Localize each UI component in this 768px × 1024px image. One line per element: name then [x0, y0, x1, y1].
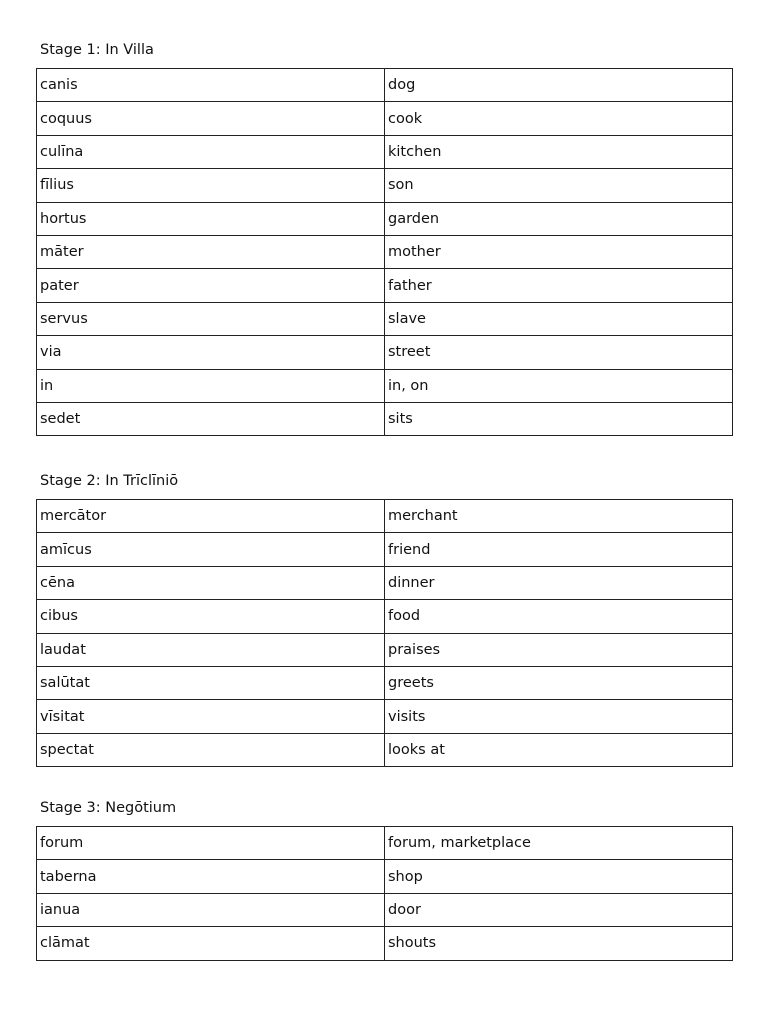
table-row — [37, 827, 733, 860]
latin-word: clāmat — [37, 927, 385, 960]
latin-word: culīna — [37, 135, 385, 168]
latin-word: forum — [37, 827, 385, 860]
stage-1-heading: Stage 1: In Villa — [40, 42, 154, 58]
table-row — [37, 235, 733, 268]
table-row — [37, 566, 733, 599]
english-meaning: slave — [385, 302, 733, 335]
stage-2-heading: Stage 2: In Trīclīniō — [40, 473, 179, 489]
english-meaning: kitchen — [385, 135, 733, 168]
english-meaning: mother — [385, 235, 733, 268]
table-row — [37, 369, 733, 402]
latin-word: māter — [37, 235, 385, 268]
english-meaning: garden — [385, 202, 733, 235]
english-meaning: cook — [385, 102, 733, 135]
table-row — [37, 633, 733, 666]
table-row — [37, 135, 733, 168]
english-meaning: street — [385, 336, 733, 369]
english-meaning: visits — [385, 700, 733, 733]
latin-word: pater — [37, 269, 385, 302]
table-row — [37, 102, 733, 135]
table-row — [37, 202, 733, 235]
latin-word: sedet — [37, 402, 385, 435]
table-row — [37, 500, 733, 533]
english-meaning: door — [385, 893, 733, 926]
english-meaning: son — [385, 169, 733, 202]
latin-word: cēna — [37, 566, 385, 599]
stage-1-vocab-table — [36, 68, 733, 436]
table-row — [37, 733, 733, 766]
latin-word: via — [37, 336, 385, 369]
latin-word: servus — [37, 302, 385, 335]
english-meaning: shouts — [385, 927, 733, 960]
latin-word: taberna — [37, 860, 385, 893]
table-row — [37, 402, 733, 435]
latin-word: ianua — [37, 893, 385, 926]
english-meaning: dinner — [385, 566, 733, 599]
table-row — [37, 533, 733, 566]
latin-word: cibus — [37, 600, 385, 633]
table-row — [37, 269, 733, 302]
english-meaning: sits — [385, 402, 733, 435]
latin-word: canis — [37, 69, 385, 102]
table-row — [37, 700, 733, 733]
latin-word: spectat — [37, 733, 385, 766]
latin-word: salūtat — [37, 666, 385, 699]
latin-word: vīsitat — [37, 700, 385, 733]
latin-word: amīcus — [37, 533, 385, 566]
english-meaning: looks at — [385, 733, 733, 766]
table-row — [37, 666, 733, 699]
english-meaning: friend — [385, 533, 733, 566]
table-row — [37, 600, 733, 633]
stage-3-heading: Stage 3: Negōtium — [40, 800, 177, 816]
table-row — [37, 893, 733, 926]
latin-word: fīlius — [37, 169, 385, 202]
latin-word: laudat — [37, 633, 385, 666]
english-meaning: greets — [385, 666, 733, 699]
table-row — [37, 169, 733, 202]
english-meaning: dog — [385, 69, 733, 102]
latin-word: in — [37, 369, 385, 402]
english-meaning: father — [385, 269, 733, 302]
english-meaning: food — [385, 600, 733, 633]
stage-2-vocab-table — [36, 499, 733, 767]
latin-word: hortus — [37, 202, 385, 235]
latin-word: coquus — [37, 102, 385, 135]
english-meaning: shop — [385, 860, 733, 893]
table-row — [37, 860, 733, 893]
table-row — [37, 302, 733, 335]
table-row — [37, 336, 733, 369]
latin-word: mercātor — [37, 500, 385, 533]
english-meaning: in, on — [385, 369, 733, 402]
table-row — [37, 69, 733, 102]
stage-3-vocab-table — [36, 826, 733, 961]
english-meaning: praises — [385, 633, 733, 666]
english-meaning: forum, marketplace — [385, 827, 733, 860]
english-meaning: merchant — [385, 500, 733, 533]
table-row — [37, 927, 733, 960]
